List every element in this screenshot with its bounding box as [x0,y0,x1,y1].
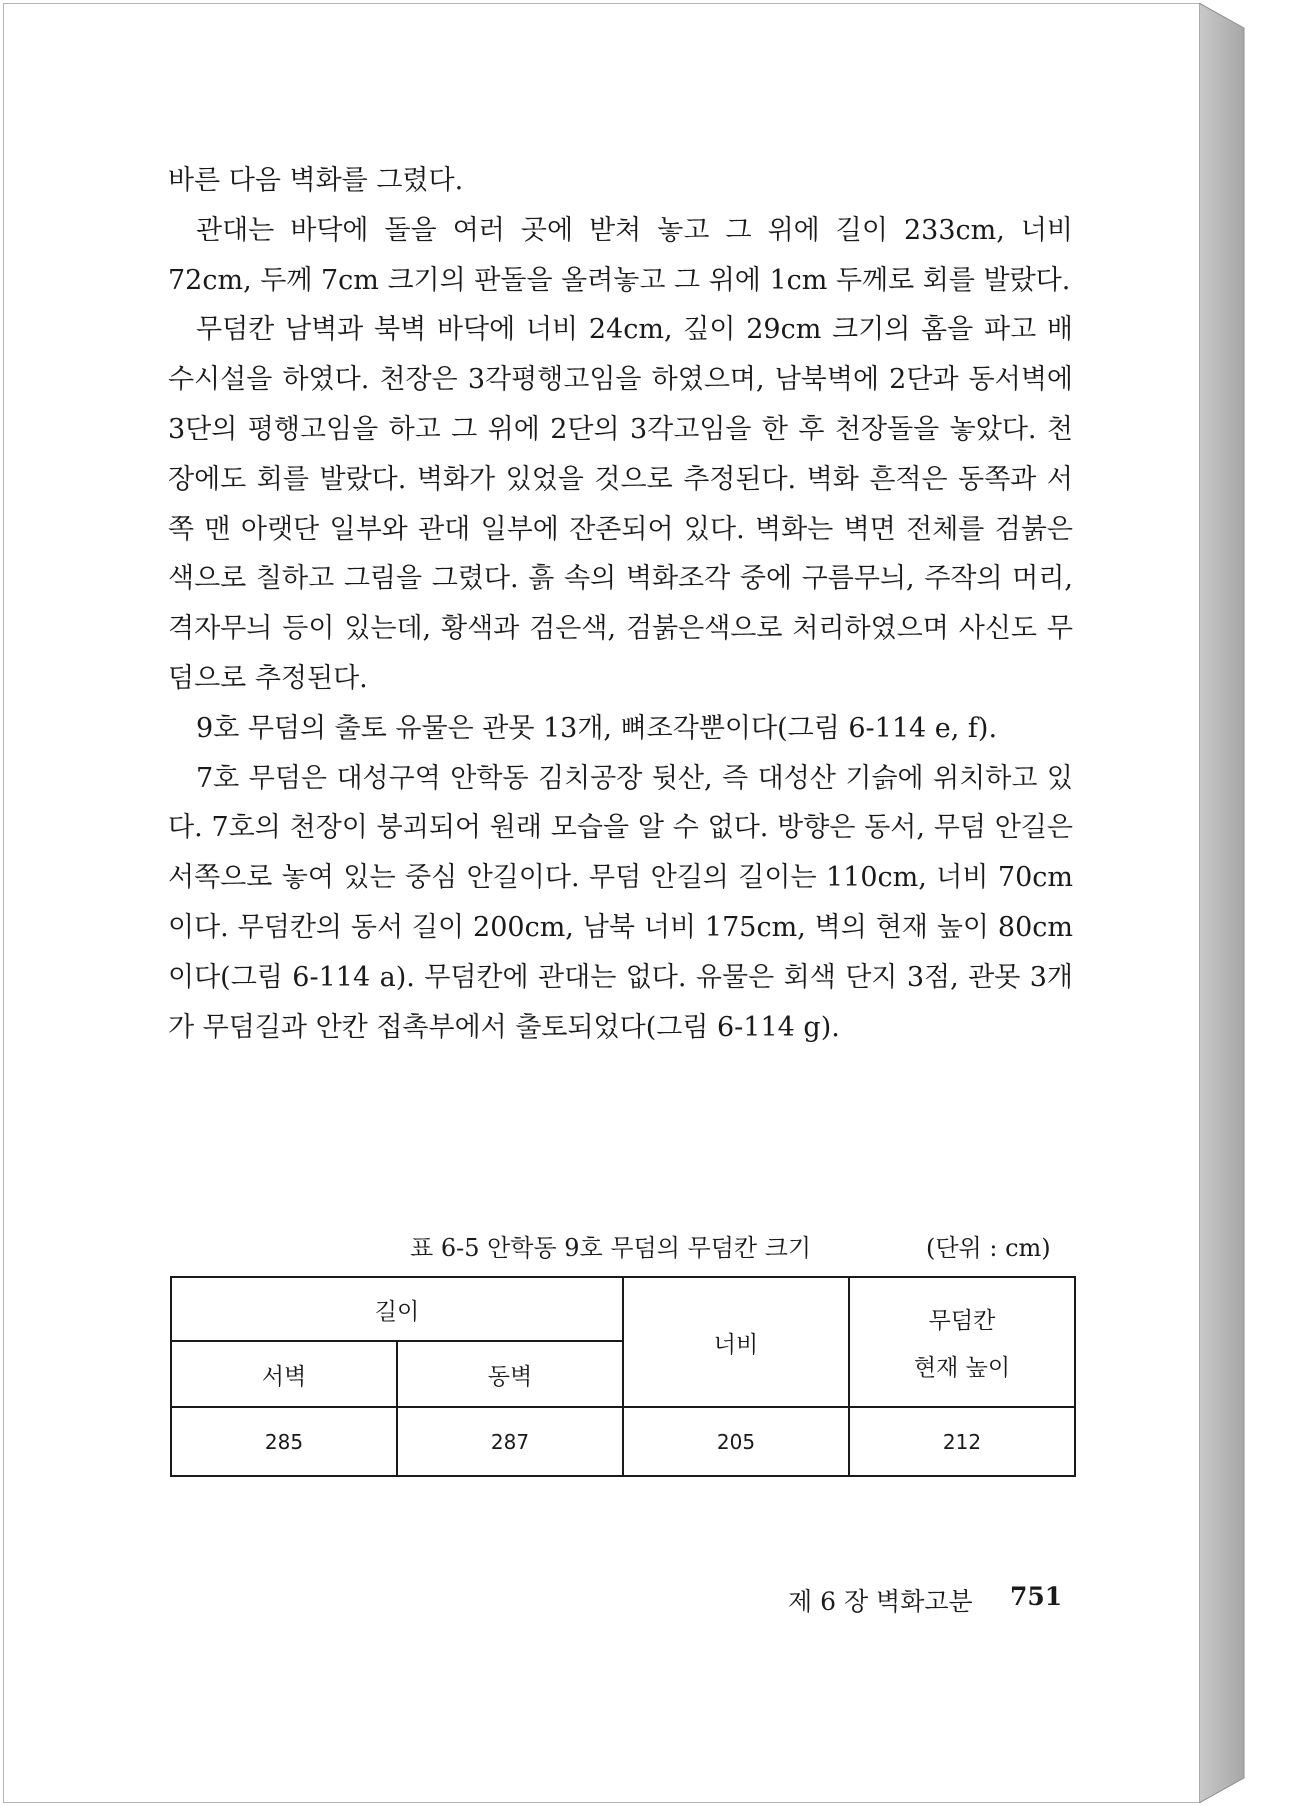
table-caption [168,1222,1073,1262]
paragraph-3: 무덤칸 남벽과 북벽 바닥에 너비 24cm, 깊이 29cm 크기의 홈을 파고 배수시설을 하였다. 천장은 3각평행고임을 하였으며, 남북벽에 2단과 동서벽에 3단의 평행고임을 하고 그 위에 2단의 3각고임을 한 후 천장돌을 놓았다. 천장에도 회를 발랐다. 벽화가 있었을 것으로 추정된다. 벽화 흔적은 동쪽과 서쪽 맨 아랫단 일부와 관대 일부에 잔존되어 있다. 벽화는 벽면 전체를 검붉은색으로 칠하고 그림을 그렸다. 흙 속의 벽화조각 중에 구름무늬, 주작의 머리, 격자무늬 등이 있는데, 황색과 검은색, 검붉은색으로 처리하였으며 사신도 무덤으로 추정된다. [168,314,1073,694]
header-west-wall: 서벽 [171,1341,397,1407]
header-height [849,1277,1075,1407]
cell-height: 212 [849,1407,1075,1476]
header-height-line1: 무덤칸 [928,1308,996,1334]
tomb-size-table [170,1276,1076,1477]
header-height-line2: 현재 높이 [913,1355,1011,1381]
header-width: 너비 [623,1277,849,1407]
table-row [171,1407,1075,1476]
header-east-wall: 동벽 [397,1341,623,1407]
page-footer [780,1582,1080,1622]
paragraph-5: 7호 무덤은 대성구역 안학동 김치공장 뒷산, 즉 대성산 기슭에 위치하고 있다. 7호의 천장이 붕괴되어 원래 모습을 알 수 없다. 방향은 동서, 무덤 안길은 서쪽으로 놓여 있는 중심 안길이다. 무덤 안길의 길이는 110cm, 너비 70cm이다. 무덤칸의 동서 길이 200cm, 남북 너비 175cm, 벽의 현재 높이 80cm이다(그림 6-114 a). 무덤칸에 관대는 없다. 유물은 회색 단지 3점, 관못 3개가 무덤길과 안칸 접촉부에서 출토되었다(그림 6-114 g). [168,762,1073,1043]
table-title: 표 6-5 안학동 9호 무덤의 무덤칸 크기 [410,1234,812,1262]
table-unit: (단위 : cm) [926,1234,1051,1262]
chapter-label: 제 6 장 벽화고분 [788,1587,973,1616]
paragraph-1: 바른 다음 벽화를 그렸다. [168,165,464,196]
page-number: 751 [1010,1582,1063,1611]
paragraph-2: 관대는 바닥에 돌을 여러 곳에 받쳐 놓고 그 위에 길이 233cm, 너비 72cm, 두께 7cm 크기의 판돌을 올려놓고 그 위에 1cm 두께로 회를 발랐다. [168,214,1073,296]
cell-west-wall: 285 [171,1407,397,1476]
body-text [168,156,1073,1052]
page-edge-shadow [1199,3,1249,1803]
cell-east-wall: 287 [397,1407,623,1476]
header-length: 길이 [171,1277,623,1341]
cell-width: 205 [623,1407,849,1476]
paragraph-4: 9호 무덤의 출토 유물은 관못 13개, 뼈조각뿐이다(그림 6-114 e, f). [196,712,998,744]
